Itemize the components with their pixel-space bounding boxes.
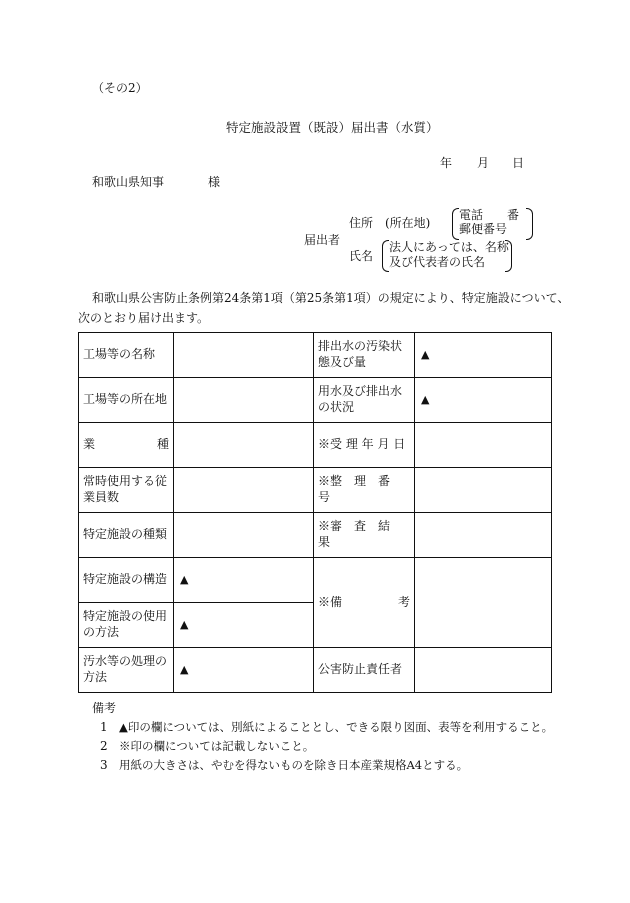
wastewater-state-label: 排出水の汚染状態及び量 [314,333,415,378]
intro-line-2: 次のとおり届け出ます。 [78,311,210,325]
note-1-text: ▲印の欄については、別紙によることとし、できる限り図面、表等を利用すること。 [119,720,554,734]
wastewater-state-value[interactable] [415,333,552,378]
facility-structure-value[interactable] [174,558,314,603]
corp-note-1: 法人にあっては、名称 [389,240,509,254]
employees-label: 常時使用する従業員数 [79,468,174,513]
note-3-text: 用紙の大きさは、やむを得ないものを除き日本産業規格A4とする。 [119,758,469,772]
pollution-manager-label: 公害防止責任者 [314,648,415,693]
review-result-label: ※審 査 結 果 [314,513,415,558]
note-2-number: 2 [100,739,108,753]
water-usage-label: 用水及び排出水の状況 [314,378,415,423]
date-month: 月 [477,156,490,170]
triangle-mark: ▲ [180,573,189,587]
triangle-mark: ▲ [421,393,430,407]
sewage-method-label: 汚水等の処理の方法 [79,648,174,693]
phone-bracket-right [526,208,533,240]
address-label: 住所 (所在地) [349,216,431,230]
ref-number-value [415,468,552,513]
remarks-label: ※備 考 [314,558,415,648]
facility-type-label: 特定施設の種類 [79,513,174,558]
note-2-text: ※印の欄については記載しないこと。 [119,739,315,753]
factory-location-value[interactable] [174,378,314,423]
note-1-number: 1 [100,720,108,734]
pollution-manager-value[interactable] [415,648,552,693]
facility-usage-label: 特定施設の使用の方法 [79,603,174,648]
triangle-mark: ▲ [421,348,430,362]
factory-name-value[interactable] [174,333,314,378]
received-date-label: ※受 理 年 月 日 [314,423,415,468]
phone-label: 電話 番 [459,208,520,222]
intro-line-1: 和歌山県公害防止条例第24条第1項（第25条第1項）の規定により、特定施設について、 [92,291,570,305]
form-number: （その2） [92,81,148,95]
notes-heading: 備考 [92,701,117,715]
water-usage-value[interactable] [415,378,552,423]
ref-number-label: ※整 理 番 号 [314,468,415,513]
industry-label: 業 種 [79,423,174,468]
factory-location-label: 工場等の所在地 [79,378,174,423]
facility-type-value[interactable] [174,513,314,558]
sewage-method-value[interactable] [174,648,314,693]
factory-name-label: 工場等の名称 [79,333,174,378]
phone-bracket-left [452,208,459,240]
note-3-number: 3 [100,758,108,772]
corp-bracket-left [382,240,389,272]
application-table [78,332,552,693]
date-year: 年 [440,156,453,170]
addressee: 和歌山県知事 [92,175,165,189]
date-day: 日 [512,156,525,170]
form-title: 特定施設設置（既設）届出書（水質） [226,120,439,135]
facility-usage-value[interactable] [174,603,314,648]
corp-note-2: 及び代表者の氏名 [389,255,486,269]
postal-label: 郵便番号 [459,222,508,236]
employees-value[interactable] [174,468,314,513]
review-result-value [415,513,552,558]
corp-bracket-right [505,240,512,272]
triangle-mark: ▲ [180,618,189,632]
honorific: 様 [208,175,221,189]
triangle-mark: ▲ [180,663,189,677]
applicant-label: 届出者 [304,233,341,247]
industry-value[interactable] [174,423,314,468]
received-date-value [415,423,552,468]
remarks-value [415,558,552,648]
name-label: 氏名 [349,249,374,263]
facility-structure-label: 特定施設の構造 [79,558,174,603]
